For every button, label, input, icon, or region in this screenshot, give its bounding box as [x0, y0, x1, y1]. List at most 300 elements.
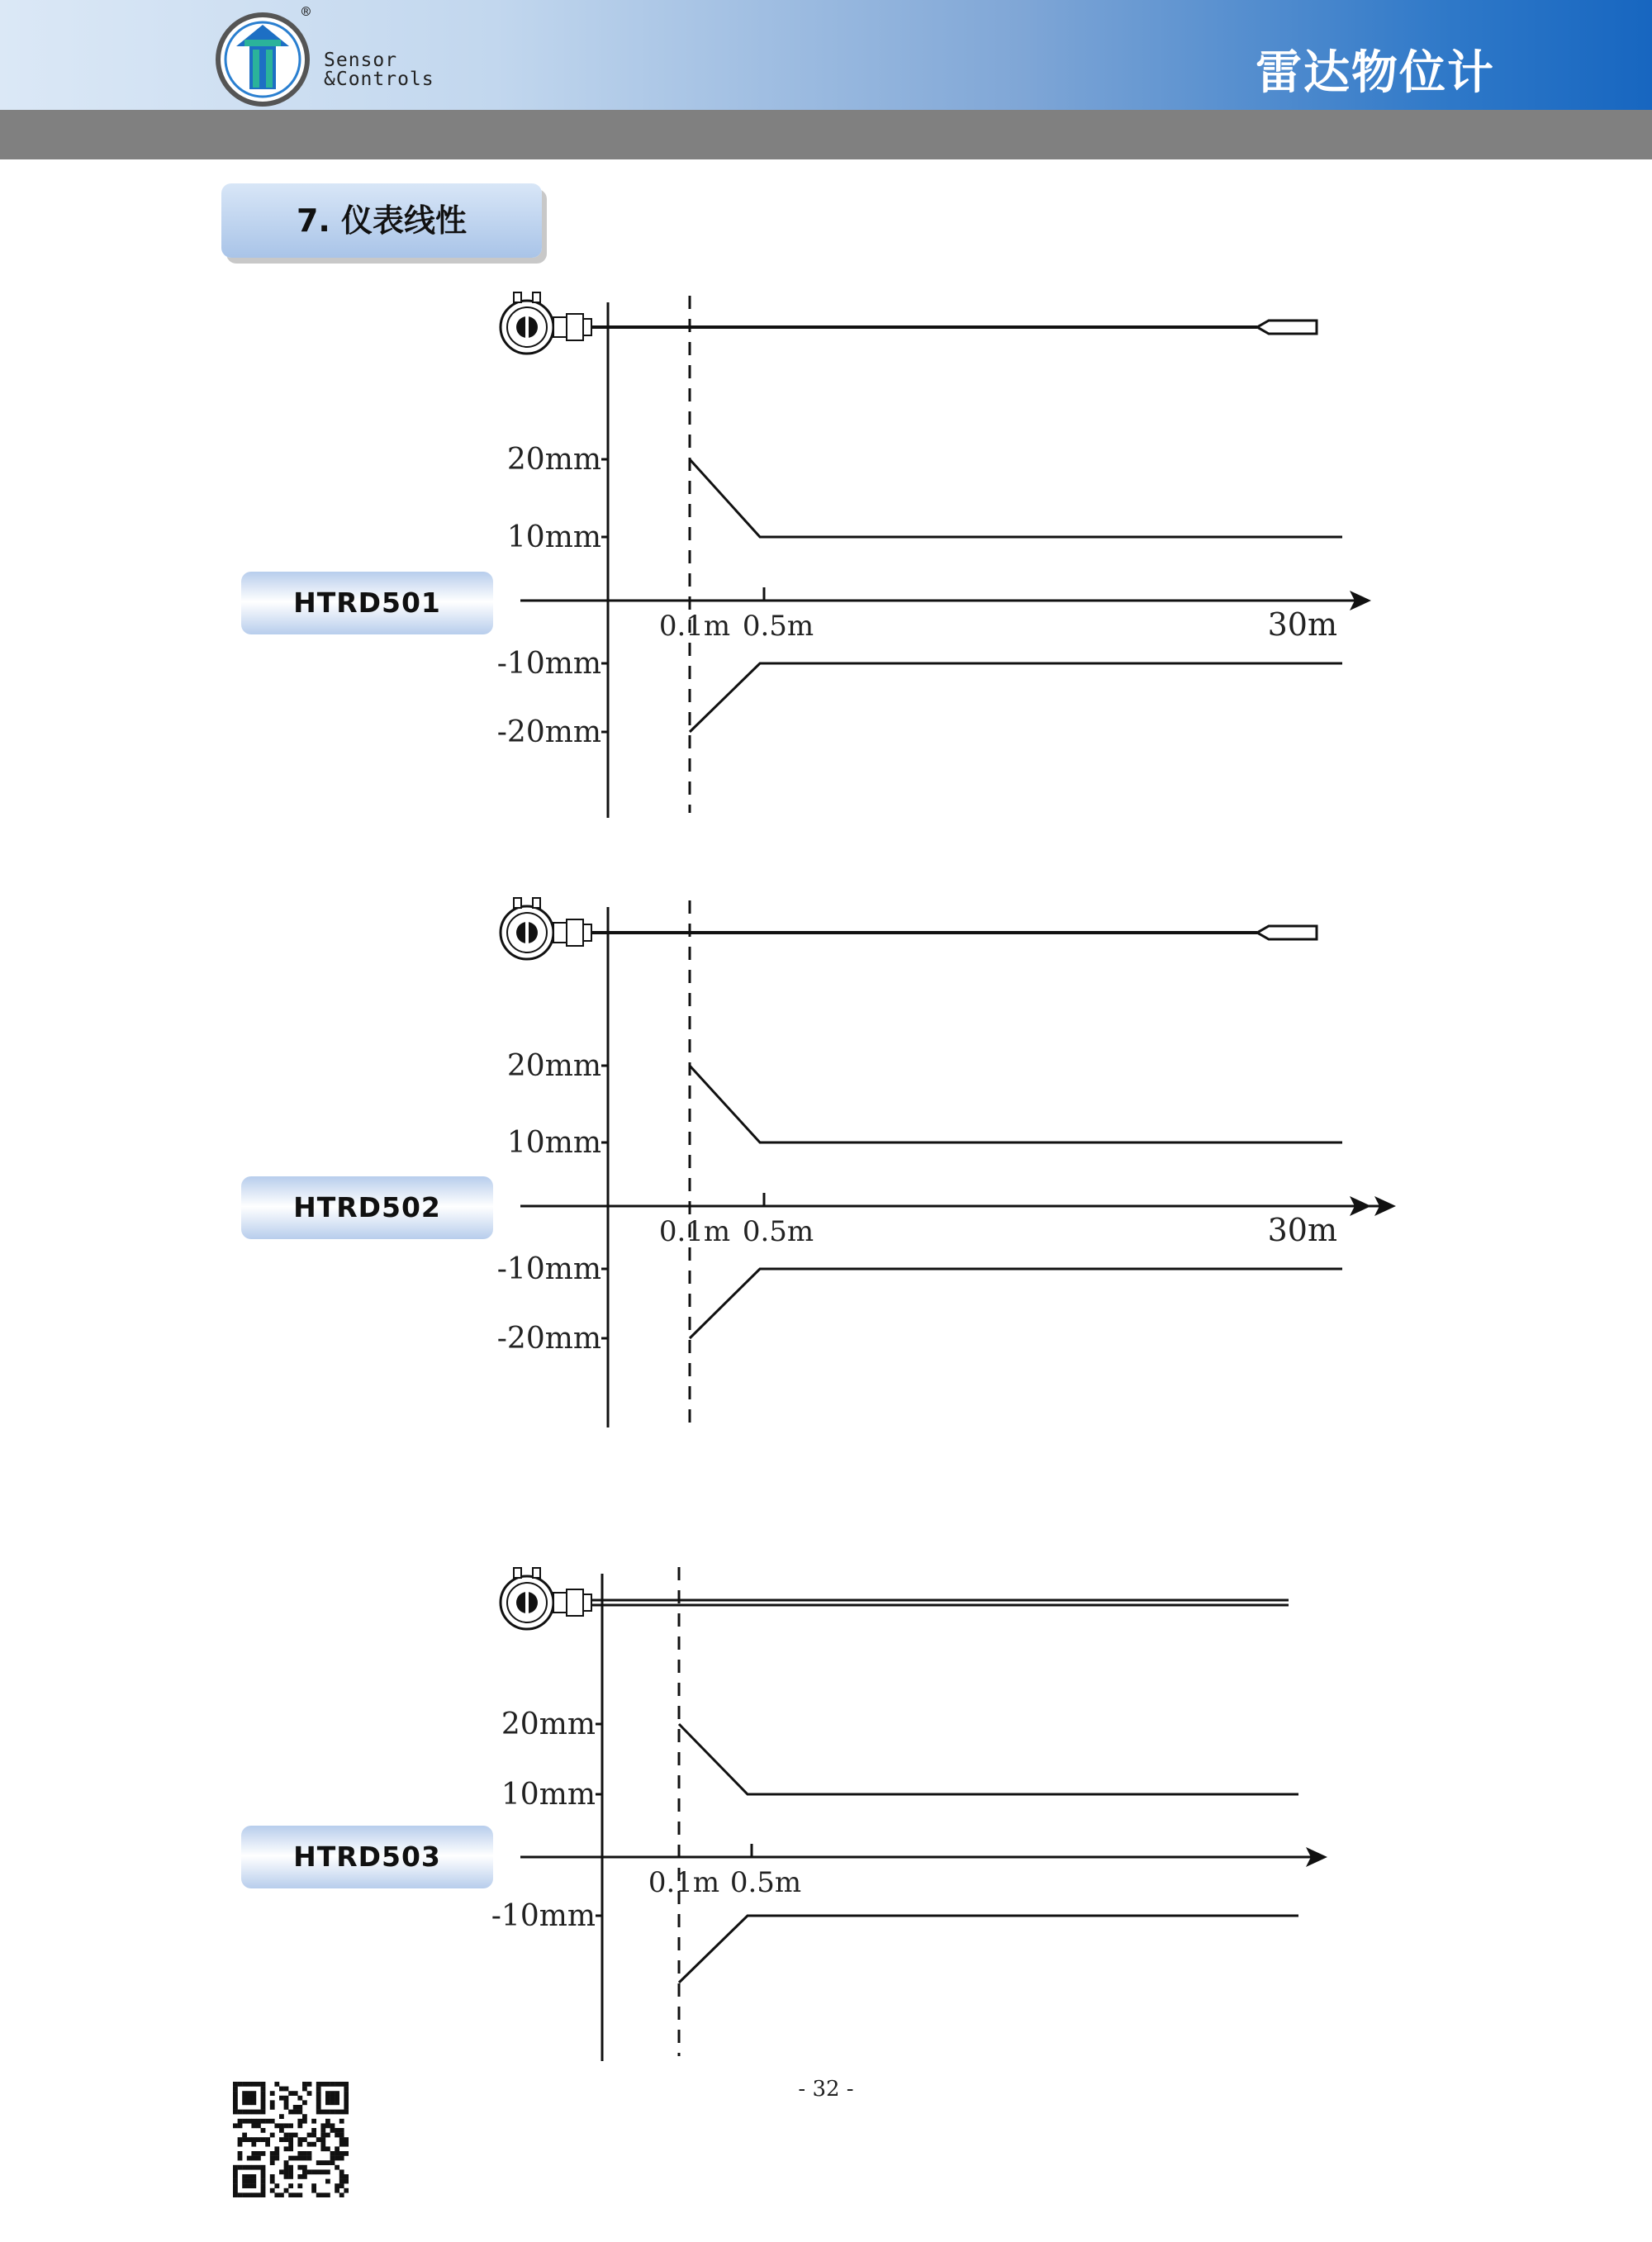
- qr-module: [307, 2091, 312, 2096]
- qr-module: [279, 2169, 284, 2174]
- qr-module: [233, 2100, 238, 2105]
- qr-module: [325, 2091, 330, 2096]
- qr-module: [270, 2160, 275, 2165]
- qr-module: [339, 2119, 344, 2124]
- qr-module: [320, 2110, 325, 2115]
- qr-module: [307, 2082, 312, 2087]
- qr-module: [330, 2100, 335, 2105]
- qr-module: [251, 2179, 256, 2184]
- lower-error-curve: [679, 1916, 1298, 1983]
- qr-module: [325, 2179, 330, 2184]
- qr-module: [288, 2123, 293, 2128]
- qr-module: [307, 2169, 312, 2174]
- qr-module: [274, 2192, 279, 2197]
- qr-module: [344, 2096, 349, 2101]
- qr-module: [274, 2183, 279, 2188]
- qr-module: [311, 2119, 316, 2124]
- qr-module: [297, 2183, 302, 2188]
- qr-module: [302, 2100, 307, 2105]
- x-tick-label: 0.1m: [658, 610, 731, 643]
- qr-module: [284, 2174, 289, 2179]
- qr-module: [238, 2165, 243, 2170]
- qr-module: [274, 2156, 279, 2161]
- qr-module: [307, 2133, 312, 2138]
- qr-module: [284, 2137, 289, 2142]
- qr-module: [247, 2192, 252, 2197]
- section-title: 7. 仪表线性: [296, 202, 468, 239]
- qr-module: [307, 2156, 312, 2161]
- qr-module: [261, 2091, 266, 2096]
- qr-module: [335, 2146, 339, 2151]
- qr-module: [242, 2137, 247, 2142]
- qr-module: [261, 2087, 266, 2092]
- qr-module: [325, 2192, 330, 2197]
- qr-module: [251, 2174, 256, 2179]
- qr-module: [251, 2165, 256, 2170]
- qr-module: [320, 2169, 325, 2174]
- qr-module: [339, 2142, 344, 2147]
- qr-module: [316, 2100, 321, 2105]
- qr-module: [233, 2179, 238, 2184]
- qr-module: [344, 2137, 349, 2142]
- qr-module: [284, 2165, 289, 2170]
- lower-error-curve: [690, 1269, 1342, 1338]
- qr-module: [297, 2142, 302, 2147]
- qr-module: [320, 2142, 325, 2147]
- transmitter-flange: [567, 919, 583, 946]
- qr-module: [330, 2091, 335, 2096]
- lower-error-curve: [690, 663, 1342, 732]
- qr-module: [256, 2119, 261, 2124]
- qr-module: [302, 2165, 307, 2170]
- transmitter-neck: [553, 923, 567, 943]
- qr-module: [233, 2082, 238, 2087]
- qr-module: [325, 2082, 330, 2087]
- qr-module: [320, 2133, 325, 2138]
- qr-module: [339, 2128, 344, 2133]
- qr-module: [261, 2119, 266, 2124]
- qr-module: [251, 2151, 256, 2156]
- qr-module: [330, 2156, 335, 2161]
- qr-module: [233, 2091, 238, 2096]
- upper-error-curve: [690, 459, 1342, 537]
- qr-module: [288, 2137, 293, 2142]
- transmitter-lug: [533, 1568, 540, 1578]
- qr-module: [251, 2082, 256, 2087]
- qr-module: [302, 2087, 307, 2092]
- qr-module: [251, 2119, 256, 2124]
- model-label-3: HTRD503: [241, 1826, 493, 1888]
- qr-module: [256, 2165, 261, 2170]
- qr-module: [288, 2192, 293, 2197]
- qr-module: [288, 2156, 293, 2161]
- qr-module: [233, 2192, 238, 2197]
- registered-mark: ®: [301, 3, 311, 21]
- qr-module: [316, 2169, 321, 2174]
- qr-module: [247, 2174, 252, 2179]
- qr-module: [279, 2123, 284, 2128]
- transmitter-lug: [514, 1568, 521, 1578]
- qr-module: [251, 2137, 256, 2142]
- qr-module: [335, 2082, 339, 2087]
- qr-module: [293, 2133, 298, 2138]
- qr-module: [270, 2091, 275, 2096]
- qr-module: [242, 2133, 247, 2138]
- qr-module: [339, 2151, 344, 2156]
- qr-module: [256, 2156, 261, 2161]
- qr-module: [297, 2174, 302, 2179]
- x-tick-label: 0.5m: [742, 1215, 814, 1248]
- qr-module: [251, 2100, 256, 2105]
- qr-module: [330, 2096, 335, 2101]
- qr-module: [339, 2110, 344, 2115]
- qr-module: [247, 2082, 252, 2087]
- qr-module: [238, 2142, 243, 2147]
- qr-module: [297, 2156, 302, 2161]
- qr-module: [325, 2123, 330, 2128]
- transmitter-lug: [514, 292, 521, 302]
- qr-module: [316, 2096, 321, 2101]
- qr-module: [302, 2151, 307, 2156]
- qr-module: [256, 2110, 261, 2115]
- qr-module: [247, 2096, 252, 2101]
- qr-module: [242, 2183, 247, 2188]
- qr-module: [233, 2165, 238, 2170]
- qr-module: [256, 2123, 261, 2128]
- transmitter-flange: [567, 314, 583, 340]
- qr-module: [293, 2105, 298, 2110]
- qr-module: [330, 2128, 335, 2133]
- qr-module: [261, 2192, 266, 2197]
- qr-module: [339, 2183, 344, 2188]
- qr-module: [233, 2174, 238, 2179]
- qr-module: [238, 2119, 243, 2124]
- y-tick-label: 20mm: [506, 1049, 601, 1083]
- qr-module: [316, 2105, 321, 2110]
- qr-module: [256, 2137, 261, 2142]
- x-tick-label: 0.5m: [742, 610, 814, 643]
- qr-module: [335, 2183, 339, 2188]
- qr-module: [238, 2192, 243, 2197]
- page-number: - 32 -: [798, 2077, 854, 2102]
- qr-module: [238, 2082, 243, 2087]
- y-tick-label: 10mm: [501, 1778, 596, 1812]
- qr-module: [325, 2096, 330, 2101]
- qr-module: [288, 2165, 293, 2170]
- qr-module: [288, 2133, 293, 2138]
- qr-module: [316, 2160, 321, 2165]
- qr-module: [238, 2156, 243, 2161]
- transmitter-nut: [583, 1594, 591, 1611]
- transmitter-head-icon-1: [501, 292, 591, 354]
- qr-module: [242, 2110, 247, 2115]
- transmitter-lug: [533, 292, 540, 302]
- model-label-2: HTRD502: [241, 1176, 493, 1239]
- qr-module: [311, 2133, 316, 2138]
- qr-module: [274, 2082, 279, 2087]
- qr-module: [320, 2137, 325, 2142]
- qr-module: [316, 2137, 321, 2142]
- qr-module: [284, 2123, 289, 2128]
- qr-module: [251, 2156, 256, 2161]
- qr-module: [325, 2110, 330, 2115]
- y-tick-label: 20mm: [501, 1708, 596, 1741]
- qr-module: [335, 2128, 339, 2133]
- qr-module: [279, 2114, 284, 2119]
- qr-module: [261, 2165, 266, 2170]
- qr-module: [270, 2151, 275, 2156]
- qr-module: [344, 2091, 349, 2096]
- qr-module: [311, 2169, 316, 2174]
- y-tick-label: 10mm: [506, 1126, 601, 1160]
- qr-module: [344, 2082, 349, 2087]
- x-tick-label: 30m: [1267, 606, 1337, 643]
- qr-module: [261, 2137, 266, 2142]
- qr-module: [344, 2087, 349, 2092]
- logo-text-sensor: Sensor: [324, 50, 398, 71]
- qr-module: [251, 2123, 256, 2128]
- qr-module: [316, 2082, 321, 2087]
- rod-antenna-tip-icon: [1257, 926, 1317, 939]
- qr-module: [293, 2110, 298, 2115]
- y-tick-label: -20mm: [496, 1322, 601, 1356]
- qr-module: [339, 2156, 344, 2161]
- qr-module: [330, 2160, 335, 2165]
- qr-module: [330, 2123, 335, 2128]
- qr-module: [325, 2160, 330, 2165]
- upper-error-curve: [679, 1724, 1298, 1794]
- qr-module: [261, 2110, 266, 2115]
- qr-module: [251, 2142, 256, 2147]
- qr-module: [238, 2151, 243, 2156]
- qr-module: [233, 2096, 238, 2101]
- qr-module: [335, 2100, 339, 2105]
- qr-module: [344, 2179, 349, 2184]
- qr-module: [330, 2082, 335, 2087]
- qr-module: [256, 2192, 261, 2197]
- qr-module: [339, 2133, 344, 2138]
- logo-text-controls: &Controls: [324, 69, 434, 90]
- qr-module: [261, 2183, 266, 2188]
- qr-module: [297, 2192, 302, 2197]
- qr-module: [284, 2087, 289, 2092]
- qr-module: [297, 2096, 302, 2101]
- rod-antenna-tip-icon: [1257, 321, 1317, 334]
- qr-module: [284, 2105, 289, 2110]
- qr-module: [265, 2119, 270, 2124]
- header-title: 雷达物位计: [1256, 46, 1495, 100]
- qr-module: [293, 2192, 298, 2197]
- qr-module: [325, 2119, 330, 2124]
- qr-module: [247, 2165, 252, 2170]
- qr-module: [339, 2169, 344, 2174]
- transmitter-neck: [553, 317, 567, 337]
- qr-code-icon: [233, 2082, 349, 2197]
- qr-module: [325, 2100, 330, 2105]
- qr-module: [284, 2133, 289, 2138]
- qr-module: [251, 2096, 256, 2101]
- qr-module: [302, 2156, 307, 2161]
- qr-module: [302, 2082, 307, 2087]
- qr-module: [344, 2151, 349, 2156]
- qr-module: [251, 2091, 256, 2096]
- qr-module: [261, 2188, 266, 2193]
- qr-module: [284, 2188, 289, 2193]
- qr-module: [344, 2110, 349, 2115]
- y-tick-label: -10mm: [496, 1252, 601, 1286]
- qr-module: [311, 2128, 316, 2133]
- transmitter-flange: [567, 1589, 583, 1616]
- qr-module: [233, 2087, 238, 2092]
- qr-module: [339, 2174, 344, 2179]
- transmitter-slot: [525, 922, 529, 943]
- qr-module: [339, 2137, 344, 2142]
- qr-module: [279, 2096, 284, 2101]
- qr-module: [288, 2110, 293, 2115]
- model-label-1: HTRD501: [241, 572, 493, 634]
- x-tick-label: 0.1m: [658, 1215, 731, 1248]
- qr-module: [330, 2151, 335, 2156]
- qr-module: [261, 2100, 266, 2105]
- x-tick-label: 0.1m: [648, 1866, 720, 1899]
- qr-module: [316, 2192, 321, 2197]
- qr-module: [288, 2091, 293, 2096]
- qr-module: [297, 2137, 302, 2142]
- upper-error-curve: [690, 1066, 1342, 1142]
- transmitter-neck: [553, 1593, 567, 1613]
- qr-module: [242, 2192, 247, 2197]
- qr-module: [261, 2179, 266, 2184]
- qr-module: [242, 2119, 247, 2124]
- x-tick-label: 0.5m: [729, 1866, 802, 1899]
- qr-module: [256, 2082, 261, 2087]
- qr-module: [270, 2179, 275, 2184]
- qr-module: [335, 2133, 339, 2138]
- qr-module: [284, 2169, 289, 2174]
- transmitter-lug: [533, 898, 540, 908]
- qr-module: [302, 2169, 307, 2174]
- qr-module: [335, 2110, 339, 2115]
- qr-module: [247, 2183, 252, 2188]
- qr-module: [261, 2169, 266, 2174]
- qr-module: [238, 2110, 243, 2115]
- qr-module: [238, 2123, 243, 2128]
- qr-module: [335, 2165, 339, 2170]
- qr-module: [261, 2105, 266, 2110]
- qr-module: [270, 2174, 275, 2179]
- qr-module: [316, 2091, 321, 2096]
- qr-module: [288, 2169, 293, 2174]
- qr-module: [261, 2082, 266, 2087]
- qr-module: [284, 2146, 289, 2151]
- qr-module: [284, 2096, 289, 2101]
- qr-module: [320, 2123, 325, 2128]
- qr-module: [247, 2091, 252, 2096]
- qr-module: [297, 2123, 302, 2128]
- qr-module: [247, 2119, 252, 2124]
- qr-module: [335, 2156, 339, 2161]
- qr-module: [270, 2156, 275, 2161]
- qr-module: [344, 2100, 349, 2105]
- transmitter-head-icon-3: [501, 1568, 591, 1629]
- qr-module: [339, 2179, 344, 2184]
- qr-module: [247, 2100, 252, 2105]
- y-tick-label: -10mm: [496, 647, 601, 681]
- qr-module: [251, 2192, 256, 2197]
- qr-module: [247, 2156, 252, 2161]
- transmitter-lug: [514, 898, 521, 908]
- qr-module: [288, 2183, 293, 2188]
- qr-module: [233, 2105, 238, 2110]
- qr-module: [335, 2151, 339, 2156]
- qr-module: [320, 2082, 325, 2087]
- qr-module: [344, 2105, 349, 2110]
- qr-module: [293, 2091, 298, 2096]
- qr-module: [242, 2100, 247, 2105]
- qr-module: [270, 2133, 275, 2138]
- qr-module: [279, 2087, 284, 2092]
- qr-module: [274, 2146, 279, 2151]
- qr-module: [279, 2137, 284, 2142]
- qr-module: [297, 2110, 302, 2115]
- qr-module: [311, 2183, 316, 2188]
- qr-module: [320, 2192, 325, 2197]
- transmitter-nut: [583, 319, 591, 335]
- qr-module: [335, 2091, 339, 2096]
- x-tick-label: 30m: [1267, 1212, 1337, 1248]
- qr-module: [242, 2179, 247, 2184]
- qr-module: [261, 2096, 266, 2101]
- qr-module: [233, 2123, 238, 2128]
- y-tick-label: 10mm: [506, 520, 601, 554]
- qr-module: [242, 2091, 247, 2096]
- qr-module: [265, 2137, 270, 2142]
- qr-module: [344, 2142, 349, 2147]
- qr-module: [293, 2156, 298, 2161]
- qr-module: [233, 2169, 238, 2174]
- qr-module: [242, 2174, 247, 2179]
- qr-module: [274, 2123, 279, 2128]
- qr-module: [330, 2110, 335, 2115]
- qr-module: [302, 2114, 307, 2119]
- qr-module: [302, 2174, 307, 2179]
- qr-module: [288, 2174, 293, 2179]
- qr-module: [270, 2119, 275, 2124]
- qr-module: [344, 2188, 349, 2193]
- qr-module: [335, 2096, 339, 2101]
- qr-module: [238, 2137, 243, 2142]
- qr-module: [320, 2146, 325, 2151]
- qr-module: [302, 2119, 307, 2124]
- qr-module: [247, 2137, 252, 2142]
- transmitter-head-icon-2: [501, 898, 591, 959]
- y-tick-label: -10mm: [491, 1899, 596, 1933]
- qr-module: [284, 2100, 289, 2105]
- qr-module: [261, 2174, 266, 2179]
- qr-module: [251, 2183, 256, 2188]
- qr-module: [279, 2192, 284, 2197]
- qr-module: [233, 2110, 238, 2115]
- transmitter-nut: [583, 924, 591, 941]
- qr-module: [279, 2128, 284, 2133]
- qr-module: [339, 2082, 344, 2087]
- qr-module: [256, 2151, 261, 2156]
- qr-module: [316, 2087, 321, 2092]
- qr-module: [325, 2169, 330, 2174]
- qr-module: [284, 2160, 289, 2165]
- qr-module: [320, 2160, 325, 2165]
- qr-module: [325, 2146, 330, 2151]
